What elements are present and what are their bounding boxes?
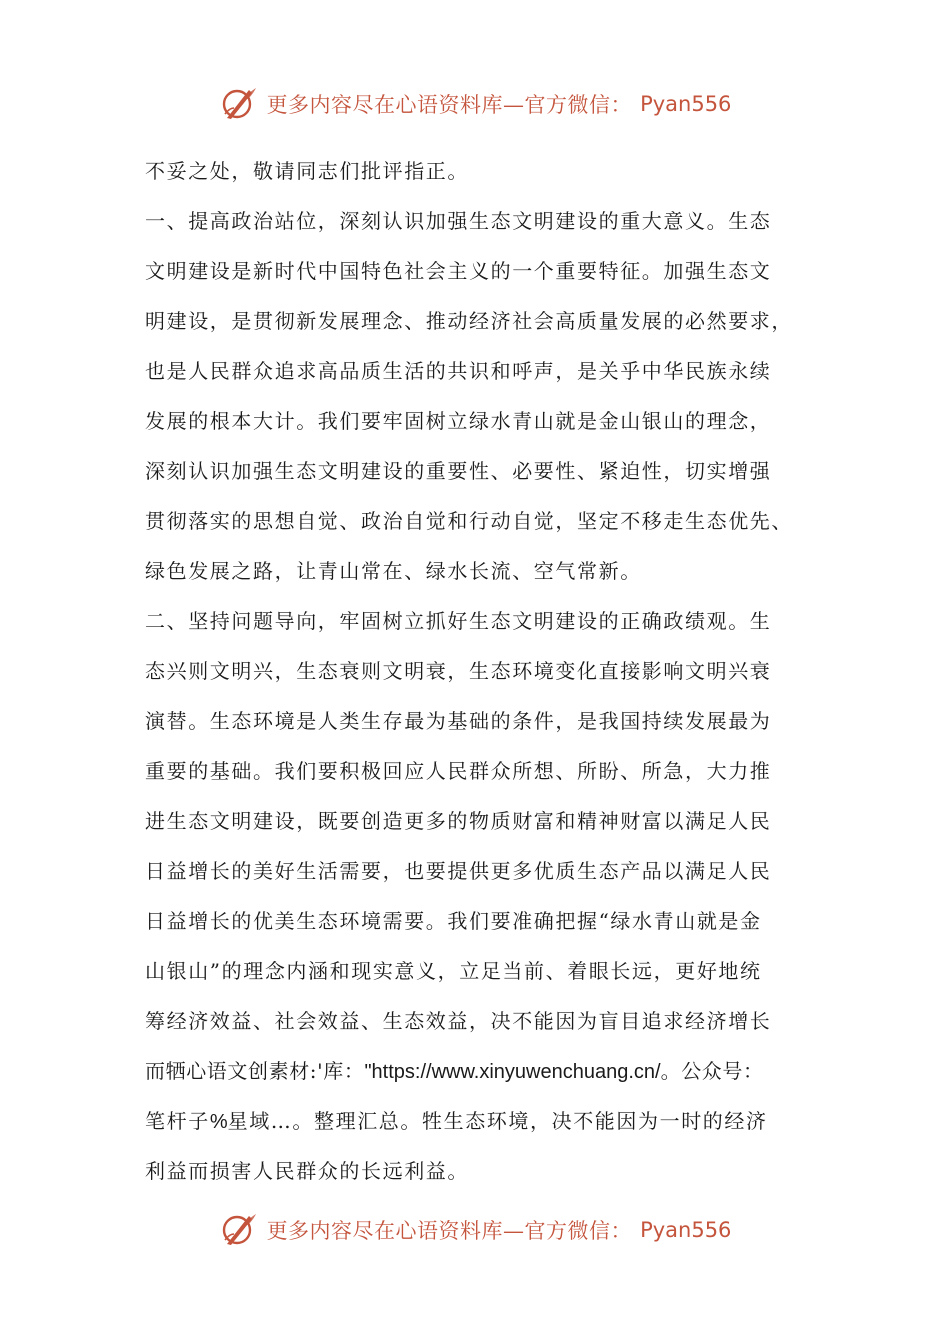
section-heading-1: 一、提高政治站位，深刻认识加强生态文明建设的重大意义。生态	[145, 209, 772, 233]
quill-pen-circle-icon	[219, 1210, 259, 1250]
body-line: 绿色发展之路，让青山常在、绿水长流、空气常新。	[145, 559, 642, 583]
header-banner-text: 更多内容尽在心语资料库—官方微信：	[266, 93, 633, 117]
quill-pen-circle-icon	[219, 84, 259, 124]
body-line: 文明建设是新时代中国特色社会主义的一个重要特征。加强生态文	[145, 259, 772, 283]
section-heading-2: 二、坚持问题导向，牢固树立抓好生态文明建设的正确政绩观。生	[145, 609, 772, 633]
body-line-mixed	[145, 1096, 813, 1146]
header-banner	[0, 80, 950, 128]
body-line: 日益增长的美好生活需要，也要提供更多优质生态产品以满足人民	[145, 859, 772, 883]
body-line: 深刻认识加强生态文明建设的重要性、必要性、紧迫性，切实增强	[145, 459, 772, 483]
embedded-url-text: "https://www.xinyuwenchuang.cn/	[364, 1061, 661, 1083]
line-prefix: 笔杆子	[145, 1109, 210, 1133]
body-line: 态兴则文明兴，生态衰则文明衰，生态环境变化直接影响文明兴衰	[145, 659, 772, 683]
footer-banner-text: 更多内容尽在心语资料库—官方微信：	[266, 1219, 633, 1243]
body-line: 不妥之处，敬请同志们批评指正。	[145, 159, 469, 183]
body-line: 利益而损害人民群众的长远利益。	[145, 1159, 469, 1183]
body-line: 发展的根本大计。我们要牢固树立绿水青山就是金山银山的理念，	[145, 409, 772, 433]
line-prefix: 而牺心语文创素材:'库：	[145, 1059, 365, 1083]
body-line: 贯彻落实的思想自觉、政治自觉和行动自觉，坚定不移走生态优先、	[145, 509, 793, 533]
percent-sign: %	[209, 1111, 228, 1133]
document-body	[145, 146, 813, 1196]
line-suffix: 星域…。整理汇总。牲生态环境，决不能因为一时的经济	[227, 1109, 768, 1133]
body-line: 明建设，是贯彻新发展理念、推动经济社会高质量发展的必然要求，	[145, 309, 793, 333]
body-line: 进生态文明建设，既要创造更多的物质财富和精神财富以满足人民	[145, 809, 772, 833]
body-line: 也是人民群众追求高品质生活的共识和呼声，是关乎中华民族永续	[145, 359, 772, 383]
line-suffix: 。公众号：	[660, 1059, 764, 1083]
footer-wechat-id: Pyan556	[640, 1218, 732, 1242]
body-line: 山银山”的理念内涵和现实意义，立足当前、着眼长远，更好地统	[145, 959, 762, 983]
body-line: 筹经济效益、社会效益、生态效益，决不能因为盲目追求经济增长	[145, 1009, 772, 1033]
header-wechat-id: Pyan556	[640, 92, 732, 116]
footer-banner	[0, 1206, 950, 1254]
body-line: 重要的基础。我们要积极回应人民群众所想、所盼、所急，大力推	[145, 759, 772, 783]
body-line: 日益增长的优美生态环境需要。我们要准确把握“绿水青山就是金	[145, 909, 762, 933]
body-line: 演替。生态环境是人类生存最为基础的条件，是我国持续发展最为	[145, 709, 772, 733]
body-line-with-url	[145, 1046, 813, 1096]
